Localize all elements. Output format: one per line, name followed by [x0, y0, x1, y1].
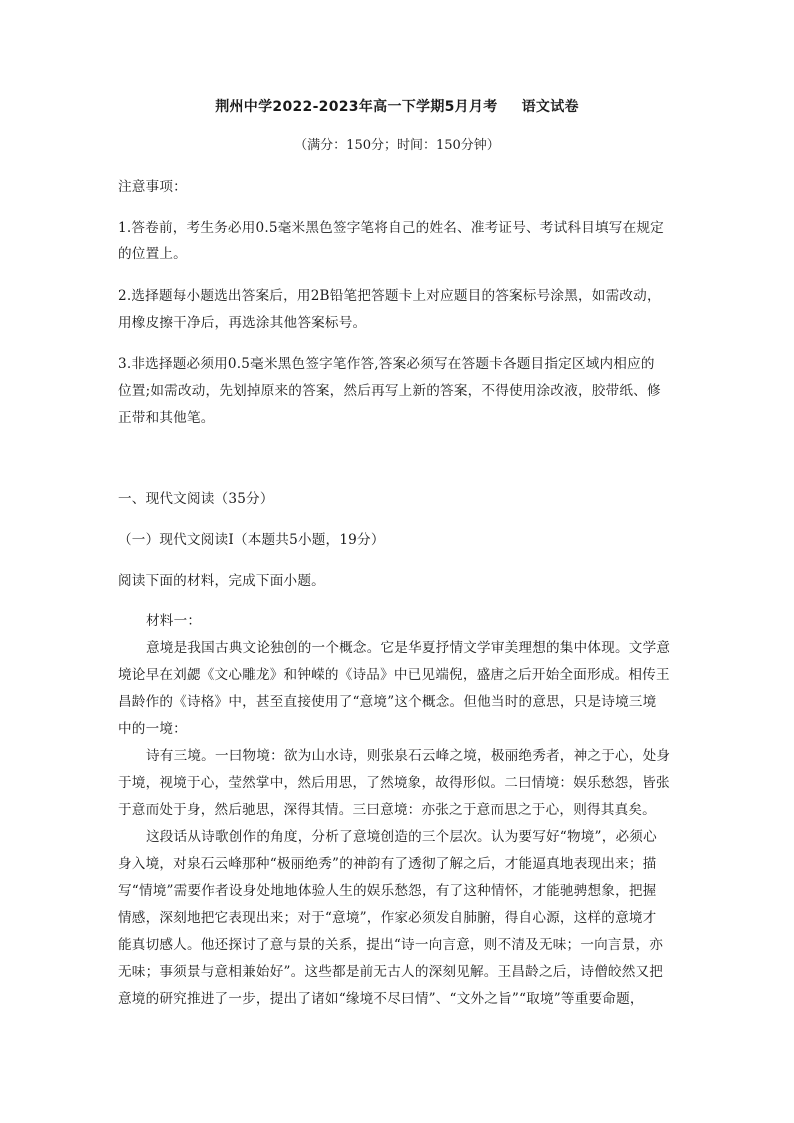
exam-subtitle: （满分：150分；时间：150分钟） — [294, 138, 500, 153]
paragraph-3-line: 意境的研究推进了一步，提出了诸如“缘境不尽曰情”、“文外之旨”“取境”等重要命题， — [118, 991, 644, 1007]
note-item-3-line-1: 3.非选择题必须用0.5毫米黑色签字笔作答,答案必须写在答题卡各题目指定区域内相应的 — [118, 356, 655, 372]
paragraph-3-line: 无味；事须景与意相兼始好”。这些都是前无古人的深刻见解。王昌龄之后，诗僧皎然又把 — [118, 964, 664, 980]
exam-subject: 语文试卷 — [521, 99, 579, 115]
exam-title — [0, 98, 794, 116]
note-item-3-line-3: 正带和其他笔。 — [118, 410, 215, 426]
paragraph-1-line: 境论早在刘勰《文心雕龙》和钟嵘的《诗品》中已见端倪，盛唐之后开始全面形成。相传王 — [118, 667, 670, 683]
paragraph-1-line: 意境是我国古典文论独创的一个概念。它是华夏抒情文学审美理想的集中体现。文学意 — [146, 640, 671, 656]
paragraph-2-line: 诗有三境。一曰物境：欲为山水诗，则张泉石云峰之境，极丽绝秀者，神之于心，处身 — [146, 748, 671, 764]
notes-heading: 注意事项： — [118, 179, 187, 195]
paragraph-2-line: 于意而处于身，然后驰思，深得其情。三曰意境：亦张之于意而思之于心，则得其真矣。 — [118, 802, 656, 818]
section-heading: 一、现代文阅读（35分） — [118, 491, 274, 507]
exam-title-main: 荆州中学2022-2023年高一下学期5月月考 — [215, 99, 498, 115]
note-item-3-line-2: 位置;如需改动，先划掉原来的答案，然后再写上新的答案，不得使用涂改液，胶带纸、修 — [118, 383, 661, 399]
paragraph-3-line: 这段话从诗歌创作的角度，分析了意境创造的三个层次。认为要写好“物境”，必须心 — [146, 829, 657, 845]
paragraph-3-line: 写“情境”需要作者设身处地地体验人生的娱乐愁怨，有了这种情怀，才能驰骋想象，把握 — [118, 883, 657, 899]
note-item-1-line-2: 的位置上。 — [118, 246, 187, 262]
note-item-2-line-2: 用橡皮擦干净后，再选涂其他答案标号。 — [118, 315, 367, 331]
paragraph-1-line: 昌龄作的《诗格》中，甚至直接使用了“意境”这个概念。但他当时的意思，只是诗境三境 — [118, 694, 657, 710]
paragraph-1-line: 中的一境： — [118, 721, 187, 737]
note-item-2-line-1: 2.选择题每小题选出答案后，用2B铅笔把答题卡上对应题目的答案标号涂黑，如需改动， — [118, 288, 661, 304]
paragraph-3-line: 情感，深刻地把它表现出来；对于“意境”，作家必须发自肺腑，得自心源，这样的意境才 — [118, 910, 657, 926]
sub-section-heading: （一）现代文阅读Ⅰ（本题共5小题，19分） — [118, 532, 385, 548]
paragraph-3-line: 能真切感人。他还探讨了意与景的关系，提出“诗一向言意，则不清及无味；一向言景，亦 — [118, 937, 664, 953]
paragraph-2-line: 于境，视境于心，莹然掌中，然后用思，了然境象，故得形似。二曰情境：娱乐愁怨，皆张 — [118, 775, 670, 791]
reading-instruction: 阅读下面的材料，完成下面小题。 — [118, 573, 325, 589]
material-label: 材料一： — [146, 613, 202, 629]
paragraph-3-line: 身入境，对泉石云峰那种“极丽绝秀”的神韵有了透彻了解之后，才能逼真地表现出来；描 — [118, 856, 657, 872]
note-item-1-line-1: 1.答卷前，考生务必用0.5毫米黑色签字笔将自己的姓名、准考证号、考试科目填写在规定 — [118, 220, 664, 236]
